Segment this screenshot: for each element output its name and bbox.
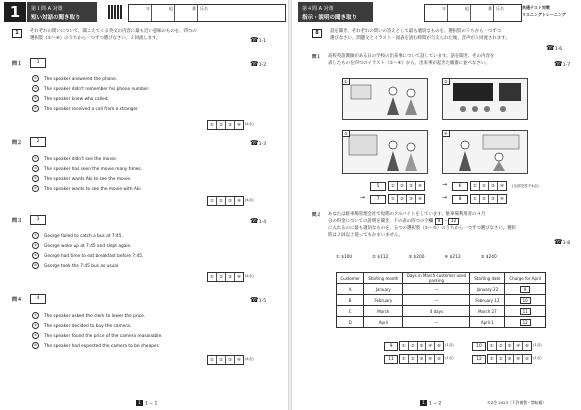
q1-answer-row[interactable]: ① ② ③ ④ [207, 120, 244, 130]
q1-label: 問１ [12, 61, 23, 67]
ans-score: (1点) [445, 343, 454, 347]
page-marker: 1 [420, 400, 427, 406]
arrow-icon: → [360, 194, 366, 201]
q4-score: (4点) [245, 357, 254, 361]
illustration-4 [442, 130, 528, 174]
parking-table [336, 272, 546, 328]
ans-score: (1点) [533, 356, 542, 360]
right-page [292, 0, 581, 410]
answer-row-12[interactable]: ① ② ③ ④ ⑤ [487, 354, 532, 364]
table-header: Customer [337, 273, 364, 284]
ans-score: (1点) [533, 343, 542, 347]
illustration-1 [342, 78, 428, 120]
order-box-3: 7 [370, 195, 386, 204]
q1-label: 問１ [312, 55, 321, 60]
name-box-number-cell: 番 [175, 5, 198, 21]
section-header [27, 2, 97, 22]
q2-track: ☎1-8 [554, 238, 571, 246]
answer-label-9: 9 [384, 342, 398, 351]
name-box-name-cell: 氏名 [200, 6, 208, 11]
q2-track: ☎1-3 [250, 139, 267, 147]
name-box-year-cell: 年 [425, 5, 448, 21]
illustration-2-drawing [443, 79, 527, 119]
q4-option-4[interactable]: ④ The speaker had expected the camera to be cheaper. [33, 343, 160, 349]
instruction: それぞれの問いについて、聞こえてくる英文の内容に最も近い意味のものを、四つの 選択肢（①～④）のうちから一つずつ選びなさい。２回流します。 [30, 29, 197, 41]
q1-track: ☎1-2 [250, 60, 267, 68]
name-box-class-cell: 組 [152, 5, 175, 21]
q3-option-1[interactable]: ① George failed to catch a bus at 7:45. [33, 233, 123, 239]
table-header: Charge for April [505, 273, 546, 284]
answer-row-11[interactable]: ① ② ③ ④ ⑤ [399, 354, 444, 364]
speaker-icon: ☎ [250, 217, 259, 225]
fee-option-2: ② $112 [372, 255, 389, 260]
question-number: 1 [12, 29, 22, 38]
illustration-3-drawing [343, 131, 427, 173]
charge-blank: 10 [520, 297, 531, 304]
q1-option-2[interactable]: ② The speaker didn't remember his phone number. [33, 86, 150, 92]
speaker-icon: ☎ [250, 36, 259, 44]
q2-option-2[interactable]: ② The speaker has seen the movie many times. [33, 166, 143, 172]
header-line1: 第４問 A 対策 [302, 6, 334, 12]
q4-option-1[interactable]: ① The speaker asked the clerk to lower the price. [33, 313, 146, 319]
table-header: Starting month [364, 273, 403, 284]
fee-option-4: ④ $212 [444, 255, 461, 260]
fee-options [336, 255, 497, 260]
ans-score: (1点) [445, 356, 454, 360]
q2-option-3[interactable]: ③ The speaker wants Aki to see the movie. [33, 176, 132, 182]
order-score: (全部完答で4点) [512, 184, 539, 188]
header-line1: 第１問 A 対策 [31, 6, 63, 12]
q2-text: あなたは駐車場管理会社で短期のアルバイトをしています。駐車場利用者の４月 分の料金についての説明を聞き、下の表の四つの空欄 9 ～ 12 に入れるのに最も適切なものを、五つの選択肢（①～⑤）のうちから一つずつ選びなさい。選択 肢は２回以上使ってもかまいません。 [328, 212, 516, 238]
illustration-3-label: ③ [344, 131, 348, 136]
copyright: ©Z会 2023（不許複製・禁転載） [487, 400, 547, 405]
q3-option-2[interactable]: ② George woke up at 7:45 and slept again. [33, 243, 132, 249]
q4-option-2[interactable]: ② The speaker decided to buy the camera. [33, 323, 132, 329]
speaker-icon: ☎ [546, 44, 555, 52]
q1-number-box: 1 [30, 58, 46, 68]
fee-option-3: ③ $200 [408, 255, 425, 260]
section-number: 1 [4, 2, 26, 22]
q2-number-box: 2 [30, 137, 46, 147]
speaker-icon: ☎ [250, 60, 259, 68]
name-box-year-cell: 年 [129, 5, 152, 21]
table-row: D April — April 1 12 [337, 317, 546, 328]
illustration-3 [342, 130, 428, 174]
order-answer-3[interactable]: ① ② ③ ④ [388, 194, 425, 204]
charge-blank: 12 [520, 319, 531, 326]
speaker-icon: ☎ [250, 139, 259, 147]
q3-label: 問３ [12, 218, 23, 224]
fee-option-1: ① $100 [336, 255, 353, 260]
header-line2: 短い対話の聞き取り [31, 15, 81, 21]
qr-code [108, 5, 122, 19]
table-row: C March 4 days March 27 11 [337, 306, 546, 317]
name-box-name-cell: 氏名 [496, 6, 504, 11]
page-footer: 1 1 − 2 [420, 400, 441, 407]
answer-label-11: 11 [384, 355, 398, 364]
name-box [128, 4, 286, 22]
order-box-1: 5 [370, 182, 386, 191]
q1-option-3[interactable]: ③ The speaker knew who called. [33, 96, 109, 102]
answer-row-10[interactable]: ① ② ③ ④ ⑤ [487, 341, 532, 351]
table-row: B February — February 12 10 [337, 295, 546, 306]
q3-number-box: 3 [30, 215, 46, 225]
instruction: 話を聞き、それぞれの問いの答えとして最も適切なものを、選択肢のうちから一つずつ 選びなさい。問題文とイラスト・図表を読む時間が与えられた後、音声が１回流されます。 [330, 29, 510, 41]
illustration-2-label: ② [444, 79, 448, 84]
speaker-icon: ☎ [554, 238, 563, 246]
track-intro: ☎1-1 [250, 36, 267, 44]
name-box-number-cell: 番 [471, 5, 494, 21]
left-page [0, 0, 289, 410]
q4-label: 問４ [12, 297, 23, 303]
q2-blank-start: 9 [435, 218, 444, 225]
fee-option-5: ⑤ $240 [480, 255, 497, 260]
illustration-1-label: ① [344, 79, 348, 84]
q3-option-3[interactable]: ③ George had time to eat breakfast before 7:45. [33, 253, 144, 259]
table-row: A January — January 22 9 [337, 284, 546, 295]
brand-line1: 共通テスト対策 [522, 5, 550, 10]
page-footer: 1 1 − 1 [136, 400, 157, 407]
brand-line2: リスニングトレーニング [522, 12, 566, 17]
order-answer-2[interactable]: ① ② ③ ④ [470, 181, 507, 191]
q1-option-4[interactable]: ④ The speaker received a call from a stranger. [33, 106, 139, 112]
q2-option-1[interactable]: ① The speaker didn't see the movie. [33, 156, 118, 162]
table-header: Starting date [470, 273, 505, 284]
track-intro: ☎1-6 [546, 44, 563, 52]
speaker-icon: ☎ [554, 60, 563, 68]
answer-row-9[interactable]: ① ② ③ ④ ⑤ [399, 341, 444, 351]
table-header: Days in March customer used parking [403, 273, 470, 284]
answer-label-10: 10 [472, 342, 486, 351]
answer-label-12: 12 [472, 355, 486, 364]
arrow-icon: → [442, 181, 448, 188]
illustration-4-label: ④ [444, 131, 448, 136]
q3-answer-row[interactable]: ① ② ③ ④ [207, 272, 244, 282]
q1-track: ☎1-7 [554, 60, 571, 68]
q4-number-box: 4 [30, 294, 46, 304]
q2-score: (4点) [245, 198, 254, 202]
q4-option-3[interactable]: ③ The speaker found the price of the camera reasonable. [33, 333, 163, 339]
charge-blank: 9 [520, 286, 531, 293]
arrow-icon: → [442, 194, 448, 201]
q3-score: (4点) [245, 274, 254, 278]
name-box-class-cell: 組 [448, 5, 471, 21]
q2-blank-end: 12 [448, 218, 460, 225]
order-answer-4[interactable]: ① ② ③ ④ [470, 194, 507, 204]
speaker-icon: ☎ [250, 296, 259, 304]
name-box [424, 4, 522, 22]
q2-label: 問２ [312, 213, 321, 218]
q2-label: 問２ [12, 140, 23, 146]
section-header [298, 2, 373, 22]
charge-blank: 11 [520, 308, 531, 315]
q1-option-1[interactable]: ① The speaker answered the phone. [33, 76, 118, 82]
order-box-4: 8 [452, 195, 468, 204]
illustration-1-drawing [343, 79, 427, 119]
q3-track: ☎1-4 [250, 217, 267, 225]
q4-answer-row[interactable]: ① ② ③ ④ [207, 355, 244, 365]
q1-score: (4点) [245, 122, 254, 126]
q2-answer-row[interactable]: ① ② ③ ④ [207, 196, 244, 206]
illustration-4-drawing [443, 131, 527, 173]
q4-track: ☎1-5 [250, 296, 267, 304]
q1-text: 高校英語教師がある日の学校の出来事について話しています。話を聞き、その内容を 表したものを四つのイラスト（①～④）から、出来事が起きた順番に並べなさい。 [328, 54, 495, 66]
order-answer-1[interactable]: ① ② ③ ④ [388, 181, 425, 191]
question-number: 8 [312, 29, 322, 38]
q3-option-4[interactable]: ④ George took the 7:45 bus as usual. [33, 263, 120, 269]
header-line2: 指示・説明の聞き取り [302, 15, 358, 21]
illustration-2 [442, 78, 528, 120]
page-marker: 1 [136, 400, 143, 406]
order-box-2: 6 [452, 182, 468, 191]
q2-option-4[interactable]: ④ The speaker wants to see the movie with Aki. [33, 186, 142, 192]
table-header-row [337, 273, 546, 284]
